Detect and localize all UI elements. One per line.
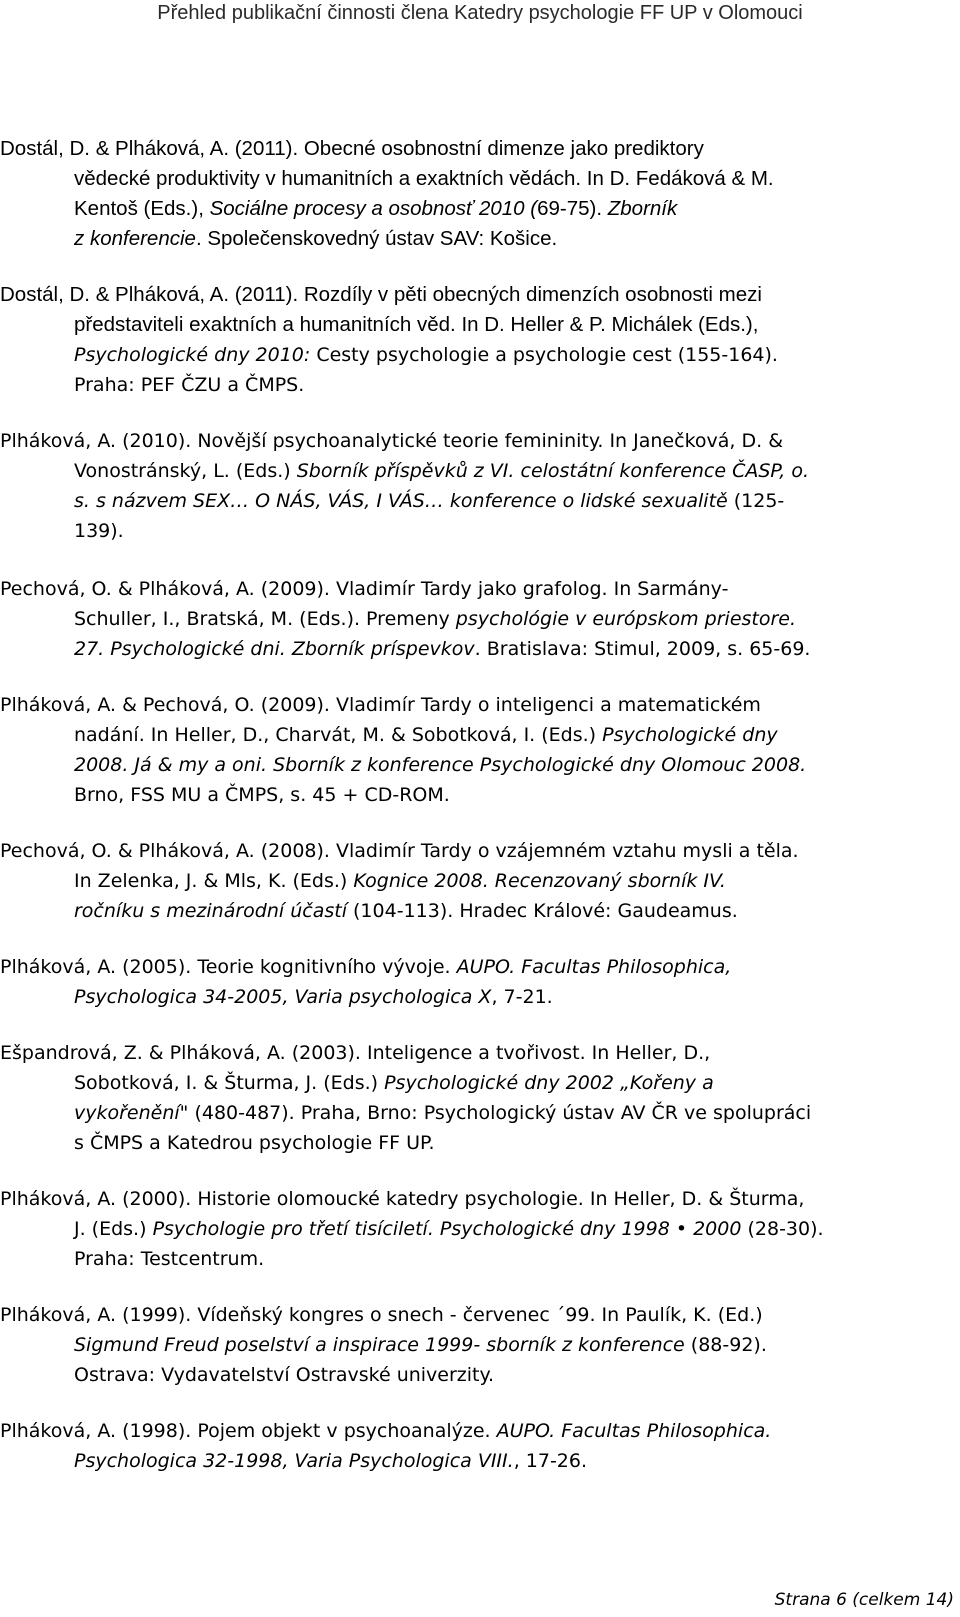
italic-text: psychológie v európskom priestore. — [455, 608, 797, 630]
italic-text: Psychologica 32-1998, Varia Psychologica VIII. — [74, 1450, 514, 1472]
italic-text: Psychologica 34-2005, Varia psychologica X — [74, 986, 492, 1008]
text: Cesty psychologie a psychologie cest (155-164). — [310, 344, 778, 366]
entry-line — [0, 1416, 960, 1446]
text: Plháková, A. (1999). Vídeňský kongres o snech - červenec ´99. In Paulík, K. (Ed.) — [0, 1304, 763, 1326]
entry-line — [74, 1446, 960, 1476]
bibliography-entry — [0, 952, 960, 1012]
italic-text: AUPO. Facultas Philosophica, — [456, 956, 732, 978]
text: In Zelenka, J. & Mls, K. (Eds.) — [74, 870, 354, 892]
entry-line — [74, 896, 960, 926]
text: . Bratislava: Stimul, 2009, s. 65-69. — [474, 638, 811, 660]
italic-text: s. s názvem SEX… O NÁS, VÁS, I VÁS… konference o lidské sexualitě — [74, 490, 728, 512]
text: (88-92). — [684, 1334, 767, 1356]
text: 69-75). — [537, 197, 608, 220]
text: Brno, FSS MU a ČMPS, s. 45 + CD-ROM. — [74, 784, 450, 806]
italic-text: AUPO. Facultas Philosophica. — [496, 1420, 772, 1442]
entry-line — [74, 486, 960, 516]
entry-line — [74, 634, 960, 664]
text: Plháková, A. (2010). Novější psychoanalytické teorie femininity. In Janečková, D. & — [0, 430, 784, 452]
italic-text: Psychologické dny — [602, 724, 778, 746]
text: (125- — [727, 490, 785, 512]
entry-line — [0, 574, 960, 604]
text: 139). — [74, 520, 124, 542]
text: Plháková, A. (1998). Pojem objekt v psychoanalýze. — [0, 1420, 497, 1442]
italic-text: Sociálne procesy a osobnosť 2010 ( — [209, 197, 538, 220]
entry-line — [74, 1214, 960, 1244]
italic-text: Psychologické dny 2002 „Kořeny a — [384, 1072, 714, 1094]
entry-line — [74, 1068, 960, 1098]
text: Vonostránský, L. (Eds.) — [74, 460, 297, 482]
entry-line — [74, 866, 960, 896]
entry-line — [0, 690, 960, 720]
text: Ešpandrová, Z. & Plháková, A. (2003). Inteligence a tvořivost. In Heller, D., — [0, 1042, 711, 1064]
italic-text: vykořenění" — [74, 1102, 189, 1124]
entry-line — [0, 134, 960, 164]
bibliography-entry — [0, 280, 960, 340]
bibliography-entry — [0, 426, 960, 546]
entry-line — [0, 280, 960, 310]
text: Schuller, I., Bratská, M. (Eds.). Premeny — [74, 608, 456, 630]
entry-line — [74, 720, 960, 750]
italic-text: 2008. Já & my a oni. Sborník z konference Psychologické dny Olomouc 2008. — [74, 754, 807, 776]
text: vědecké produktivity v humanitních a exaktních vědách. In D. Fedáková & M. — [74, 167, 774, 190]
entry-line — [74, 780, 960, 810]
entry-line — [74, 982, 960, 1012]
entry-line — [74, 750, 960, 780]
text: Praha: Testcentrum. — [74, 1248, 265, 1270]
entry-line — [74, 370, 960, 400]
entry-line — [74, 224, 960, 254]
text: Pechová, O. & Plháková, A. (2009). Vladimír Tardy jako grafolog. In Sarmány- — [0, 578, 729, 600]
italic-text: ročníku s mezinárodní účastí — [74, 900, 347, 922]
bibliography-entry — [0, 1300, 960, 1390]
page-header: Přehled publikační činnosti člena Katedry psychologie FF UP v Olomouci — [157, 2, 803, 24]
entry-line — [0, 1038, 960, 1068]
italic-text: Zborník — [607, 197, 678, 220]
text: Dostál, D. & Plháková, A. (2011). Obecné osobnostní dimenze jako prediktory — [0, 137, 704, 160]
bibliography-entry — [0, 574, 960, 664]
text: Pechová, O. & Plháková, A. (2008). Vladimír Tardy o vzájemném vztahu mysli a těla. — [0, 840, 799, 862]
text: s ČMPS a Katedrou psychologie FF UP. — [74, 1132, 435, 1154]
text: Plháková, A. & Pechová, O. (2009). Vladimír Tardy o inteligenci a matematickém — [0, 694, 761, 716]
bibliography-entry — [0, 134, 960, 254]
italic-text: Sigmund Freud poselství a inspirace 1999- sborník z konference — [74, 1334, 685, 1356]
entry-line — [74, 1244, 960, 1274]
entry-line — [74, 1360, 960, 1390]
entry-line — [0, 1184, 960, 1214]
text: nadání. In Heller, D., Charvát, M. & Sobotková, I. (Eds.) — [74, 724, 603, 746]
bibliography-entry — [0, 1038, 960, 1158]
text: Plháková, A. (2005). Teorie kognitivního vývoje. — [0, 956, 457, 978]
italic-text: Kognice 2008. Recenzovaný sborník IV. — [353, 870, 726, 892]
text: Dostál, D. & Plháková, A. (2011). Rozdíly v pěti obecných dimenzích osobnosti mezi — [0, 283, 762, 306]
entry-line — [74, 1128, 960, 1158]
page-number: Strana 6 (celkem 14) — [774, 1590, 954, 1610]
text: představiteli exaktních a humanitních věd. In D. Heller & P. Michálek (Eds.), — [74, 313, 759, 336]
bibliography-entry — [0, 1184, 960, 1274]
entry-line — [74, 340, 960, 370]
entry-line — [74, 310, 960, 340]
entry-line — [74, 1330, 960, 1360]
text: (480-487). Praha, Brno: Psychologický ústav AV ČR ve spolupráci — [188, 1102, 812, 1124]
entry-line — [0, 426, 960, 456]
entry-line — [74, 604, 960, 634]
text: Ostrava: Vydavatelství Ostravské univerzity. — [74, 1364, 495, 1386]
italic-text: z konferencie — [74, 227, 196, 250]
text: Sobotková, I. & Šturma, J. (Eds.) — [74, 1072, 385, 1094]
text: Praha: PEF ČZU a ČMPS. — [74, 374, 305, 396]
text: Kentoš (Eds.), — [74, 197, 210, 220]
entry-line — [0, 952, 960, 982]
bibliography-entry — [0, 1416, 960, 1476]
text: (104-113). Hradec Králové: Gaudeamus. — [346, 900, 738, 922]
text: J. (Eds.) — [74, 1218, 153, 1240]
entry-line — [74, 1098, 960, 1128]
entry-line — [74, 164, 960, 194]
text: (28-30). — [741, 1218, 824, 1240]
text: , 17-26. — [513, 1450, 588, 1472]
bibliography-entry — [0, 690, 960, 810]
bibliography-entry — [0, 836, 960, 926]
text: Plháková, A. (2000). Historie olomoucké katedry psychologie. In Heller, D. & Šturma, — [0, 1188, 805, 1210]
italic-text: Psychologické dny 2010: — [74, 344, 311, 366]
entry-line — [74, 456, 960, 486]
text: , 7-21. — [491, 986, 553, 1008]
entry-line — [74, 516, 960, 546]
text: . Společenskovedný ústav SAV: Košice. — [195, 227, 558, 250]
italic-text: Sborník příspěvků z VI. celostátní konference ČASP, o. — [296, 460, 810, 482]
entry-line — [74, 194, 960, 224]
italic-text: Psychologie pro třetí tisíciletí. Psychologické dny 1998 • 2000 — [152, 1218, 742, 1240]
bibliography-entry — [0, 340, 960, 400]
entry-line — [0, 1300, 960, 1330]
entry-line — [0, 836, 960, 866]
italic-text: 27. Psychologické dni. Zborník príspevkov — [74, 638, 475, 660]
